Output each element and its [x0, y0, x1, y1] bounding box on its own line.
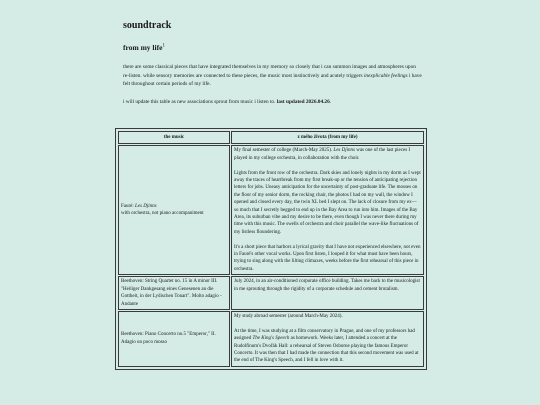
- page-subtitle: [123, 43, 165, 52]
- music-composer: Beethoven: String Quartet no. 15 in A minor III. "Heiliger Dankgesang eines Genesenen an die Gottheit, in der Lydischen Tonart". Molto adagio - Andante: [121, 279, 222, 307]
- memory-paragraph: [234, 278, 421, 293]
- memory-emphasis: The King's Speech: [252, 336, 290, 342]
- footnote-link[interactable]: 1: [162, 43, 165, 49]
- memory-cell: [231, 276, 424, 310]
- intro-paragraph: [123, 63, 423, 89]
- memory-cell: [231, 311, 424, 367]
- memory-emphasis: Les Djinns: [333, 148, 355, 154]
- memory-cell: [231, 145, 424, 275]
- update-note: [123, 98, 423, 107]
- memory-text: Lights from the front row of the orchestra. Dark skies and lonely nights in my dorm as I wept away the traces of heartbreak from my first break-up or the tension of anticipating rejection letters for jobs. Uneasy anticipation for the uncertainty of post-graduate life. The mosses on the floor of my senior dorm, the rocking chair, the photos I had on my wall, the window I opened and closed every day, the twin XL bed I slept on. The lack of closure from my ex— so much that I secretly begged to end up in the Bay Area to run into him. Images of the Bay Area, its suburban vibe and my desire to be there, even though I was never there during my time with this music. The swells of orchestra and choir parallel the wave-like fluctuations of my listless floundering.: [234, 170, 421, 235]
- memory-paragraph: [234, 170, 421, 237]
- subtitle-text: from my life: [123, 43, 163, 52]
- music-composer: Beethoven: Piano Concerto no.5 "Emperor," II. Adagio un poco mosso: [121, 332, 216, 345]
- music-table-frame: [115, 128, 427, 370]
- music-title: Les Djinns: [135, 203, 157, 209]
- memory-text: was one of the last pieces I played in my college orchestra, in collaboration with the choir.: [234, 148, 411, 161]
- music-memory-table: [117, 130, 425, 368]
- memory-text: as homework. Weeks later, I attended a concert at the Rudolfinum's Dvořák Hall: a rehearsal of Steven Osborne playing the famous Emperor Concerto. It was then that I had made the connection that this second movement was used at the end of The King's Speech, and I fell in love with it.: [234, 336, 419, 364]
- music-cell: [118, 145, 230, 275]
- intro-text: there are some classical pieces that have integrated themselves in my memory so closely that i can summon images and atmospheres upon re-listen. while sensory memories are connected to these pieces, the music most instinctively and acutely triggers: [123, 64, 416, 79]
- memory-paragraph: [234, 313, 421, 320]
- column-header-memory: z mého života (from my life): [231, 131, 424, 144]
- memory-text: My final semester of college (March-May 2025).: [234, 148, 334, 154]
- memory-paragraph: [234, 328, 421, 365]
- intro-text-end: i have felt throughout certain periods of my life.: [123, 72, 422, 87]
- update-period: .: [329, 99, 332, 105]
- column-header-music: the music: [118, 131, 230, 144]
- memory-text: July 2024, in an air-conditioned corporate office building. Takes me back to the musicologist in me sprouting through the rigidity of a corporate schedule and cement brutalism.: [234, 279, 420, 292]
- table-header-row: [118, 131, 424, 144]
- music-composer: Fauré:: [121, 203, 136, 209]
- music-cell: [118, 311, 230, 367]
- memory-text: My study abroad semester (around March-May 2024).: [234, 313, 343, 319]
- music-cell: [118, 276, 230, 310]
- intro-emphasis: inexplicable feelings: [363, 72, 408, 79]
- memory-paragraph: [234, 147, 421, 162]
- page-title: soundtrack: [123, 20, 172, 31]
- memory-text: At the time, I was studying at a film conservatory in Prague, and one of my professors had assigned: [234, 328, 415, 342]
- table-row: [118, 276, 424, 310]
- table-row: [118, 311, 424, 367]
- update-text: i will update this table as new associations sprout from music i listen to.: [123, 99, 277, 105]
- table-row: [118, 145, 424, 275]
- memory-paragraph: [234, 244, 421, 274]
- memory-text: It's a short piece that harbors a lyrical gravity that I have not experienced elsewhere, not even in Fauré's other vocal works. Upon first listen, I looped it for what must have been hours, trying to sing along with the lilting climaxes, weeks before the first rehearsal of this piece in orchestra.: [234, 244, 421, 272]
- music-note: with orchestra, not piano accompaniment: [121, 211, 204, 217]
- last-updated-date: last updated 2026.04.26: [276, 99, 330, 105]
